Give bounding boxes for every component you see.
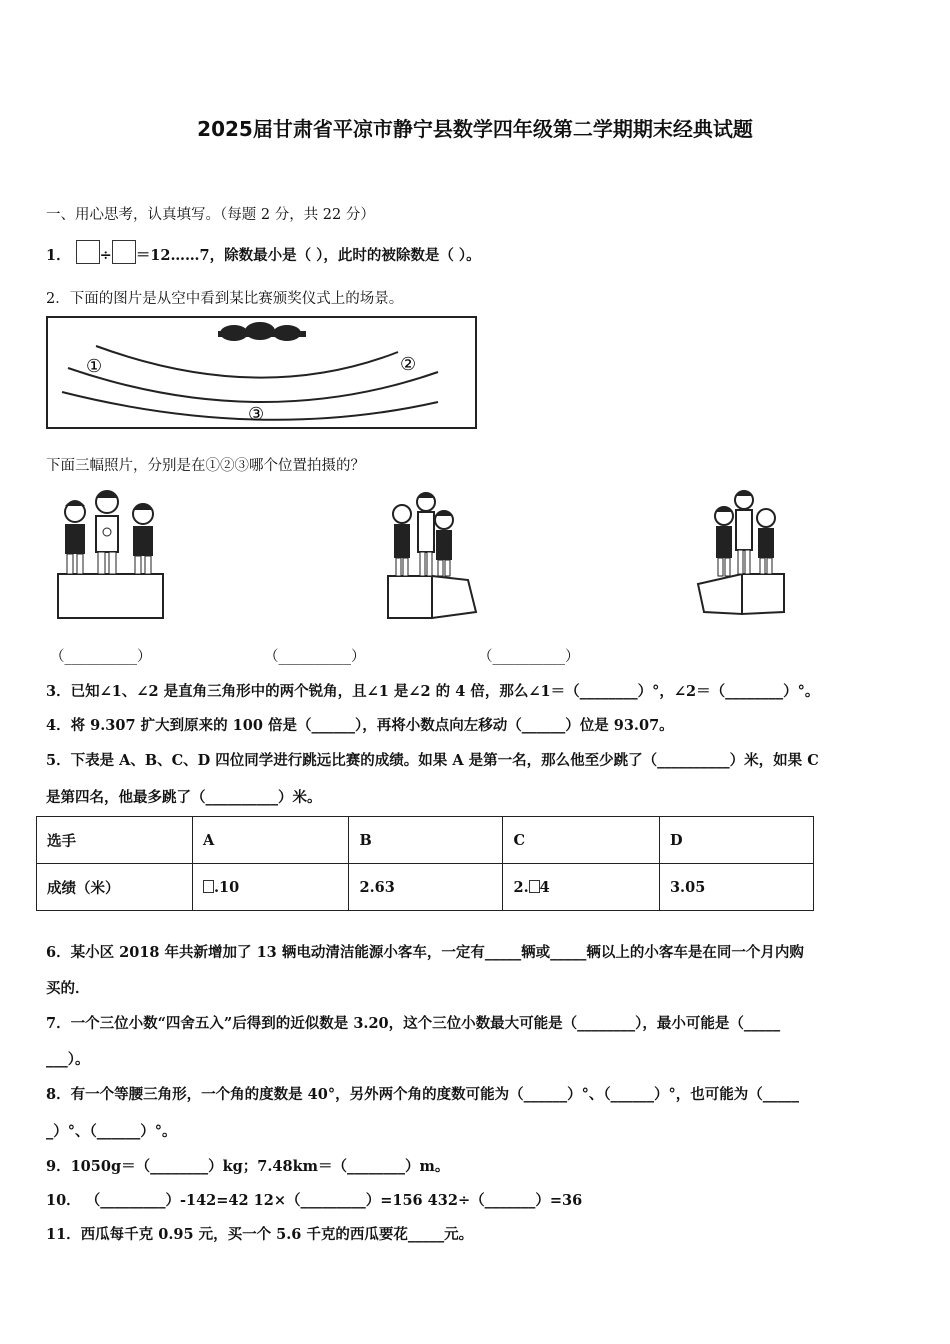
question-6-line-1: 6．某小区 2018 年共新增加了 13 辆电动清洁能源小客车，一定有_____辆或_____辆以上的小客车是在同一个月内购: [46, 944, 804, 961]
person-figure: [96, 491, 118, 574]
blank-box[interactable]: [112, 240, 136, 264]
person-figure: [715, 507, 733, 576]
scores-table: [36, 816, 814, 911]
answer-blank-photo-3[interactable]: （__________）: [478, 649, 580, 665]
person-figure: [65, 500, 85, 574]
blank-box[interactable]: [76, 240, 100, 264]
question-1-number: 1．: [46, 247, 71, 264]
answer-blank-photo-1[interactable]: （__________）: [50, 649, 152, 665]
question-9: 9．1050g＝（________）kg；7.48km＝（________）m。: [46, 1158, 450, 1175]
question-11: 11．西瓜每千克 0.95 元，买一个 5.6 千克的西瓜要花_____元。: [46, 1226, 474, 1243]
photo-front-view: [55, 486, 167, 622]
table-header-row: [37, 817, 814, 864]
divide-sign: ÷: [99, 247, 112, 264]
question-4: 4．将 9.307 扩大到原来的 100 倍是（______），再将小数点向左移动（______）位是 93.07。: [46, 717, 674, 734]
table-cell-c: 2. 4: [503, 864, 659, 911]
table-header-cell: 选手: [37, 817, 193, 864]
answer-blank-photo-2[interactable]: （__________）: [264, 649, 366, 665]
photo-left-side-view: [384, 488, 480, 622]
position-1-label: ①: [86, 356, 103, 377]
position-2-label: ②: [400, 354, 417, 375]
table-cell-a: .10: [193, 864, 349, 911]
photo-right-side-view: [694, 488, 790, 616]
question-2-sub: 下面三幅照片，分别是在①②③哪个位置拍摄的？: [46, 458, 365, 474]
table-header-cell: D: [659, 817, 813, 864]
person-figure: [735, 491, 753, 574]
table-header-cell: B: [349, 817, 503, 864]
table-cell-b: 2.63: [349, 864, 503, 911]
person-figure: [417, 493, 435, 576]
question-5-line-1: 5．下表是 A、B、C、D 四位同学进行跳远比赛的成绩。如果 A 是第一名，那么他至少跳了（__________）米，如果 C: [46, 752, 819, 769]
question-5-line-2: 是第四名，他最多跳了（__________）米。: [46, 789, 322, 806]
question-1: [46, 240, 481, 265]
table-row-label: 成绩（米）: [37, 864, 193, 911]
person-figure: [133, 503, 153, 574]
table-cell-d: 3.05: [659, 864, 813, 911]
person-figure: [435, 511, 453, 576]
aerial-diagram: [46, 316, 478, 430]
question-8-line-2: _）°、（______）°。: [46, 1123, 177, 1140]
table-row: [37, 864, 814, 911]
table-header-cell: C: [503, 817, 659, 864]
question-6-line-2: 买的．: [46, 980, 90, 997]
question-10: 10． （_________）-142=42 12×（_________）=156 432÷（_______）=36: [46, 1192, 583, 1209]
missing-digit-box[interactable]: [529, 880, 540, 893]
question-7-line-1: 7．一个三位小数“四舍五入”后得到的近似数是 3.20，这个三位小数最大可能是（________），最小可能是（_____: [46, 1015, 781, 1032]
question-2: 2．下面的图片是从空中看到某比赛颁奖仪式上的场景。: [46, 291, 404, 307]
question-7-line-2: ___）。: [46, 1051, 90, 1068]
position-3-label: ③: [248, 404, 265, 425]
question-3: 3．已知∠1、∠2 是直角三角形中的两个锐角，且∠1 是∠2 的 4 倍，那么∠1＝（________）°，∠2＝（________）°。: [46, 683, 820, 700]
section-heading: 一、用心思考，认真填写。（每题 2 分，共 22 分）: [46, 207, 375, 223]
person-figure: [393, 505, 411, 576]
question-1-text: ＝12……7，除数最小是（ ），此时的被除数是（ ）。: [135, 247, 481, 264]
page-title: 2025届甘肃省平凉市静宁县数学四年级第二学期期末经典试题: [197, 117, 753, 141]
table-header-cell: A: [193, 817, 349, 864]
missing-digit-box[interactable]: [203, 880, 214, 893]
person-figure: [757, 509, 775, 574]
question-8-line-1: 8．有一个等腰三角形，一个角的度数是 40°，另外两个角的度数可能为（______）°、（______）°，也可能为（_____: [46, 1086, 800, 1103]
